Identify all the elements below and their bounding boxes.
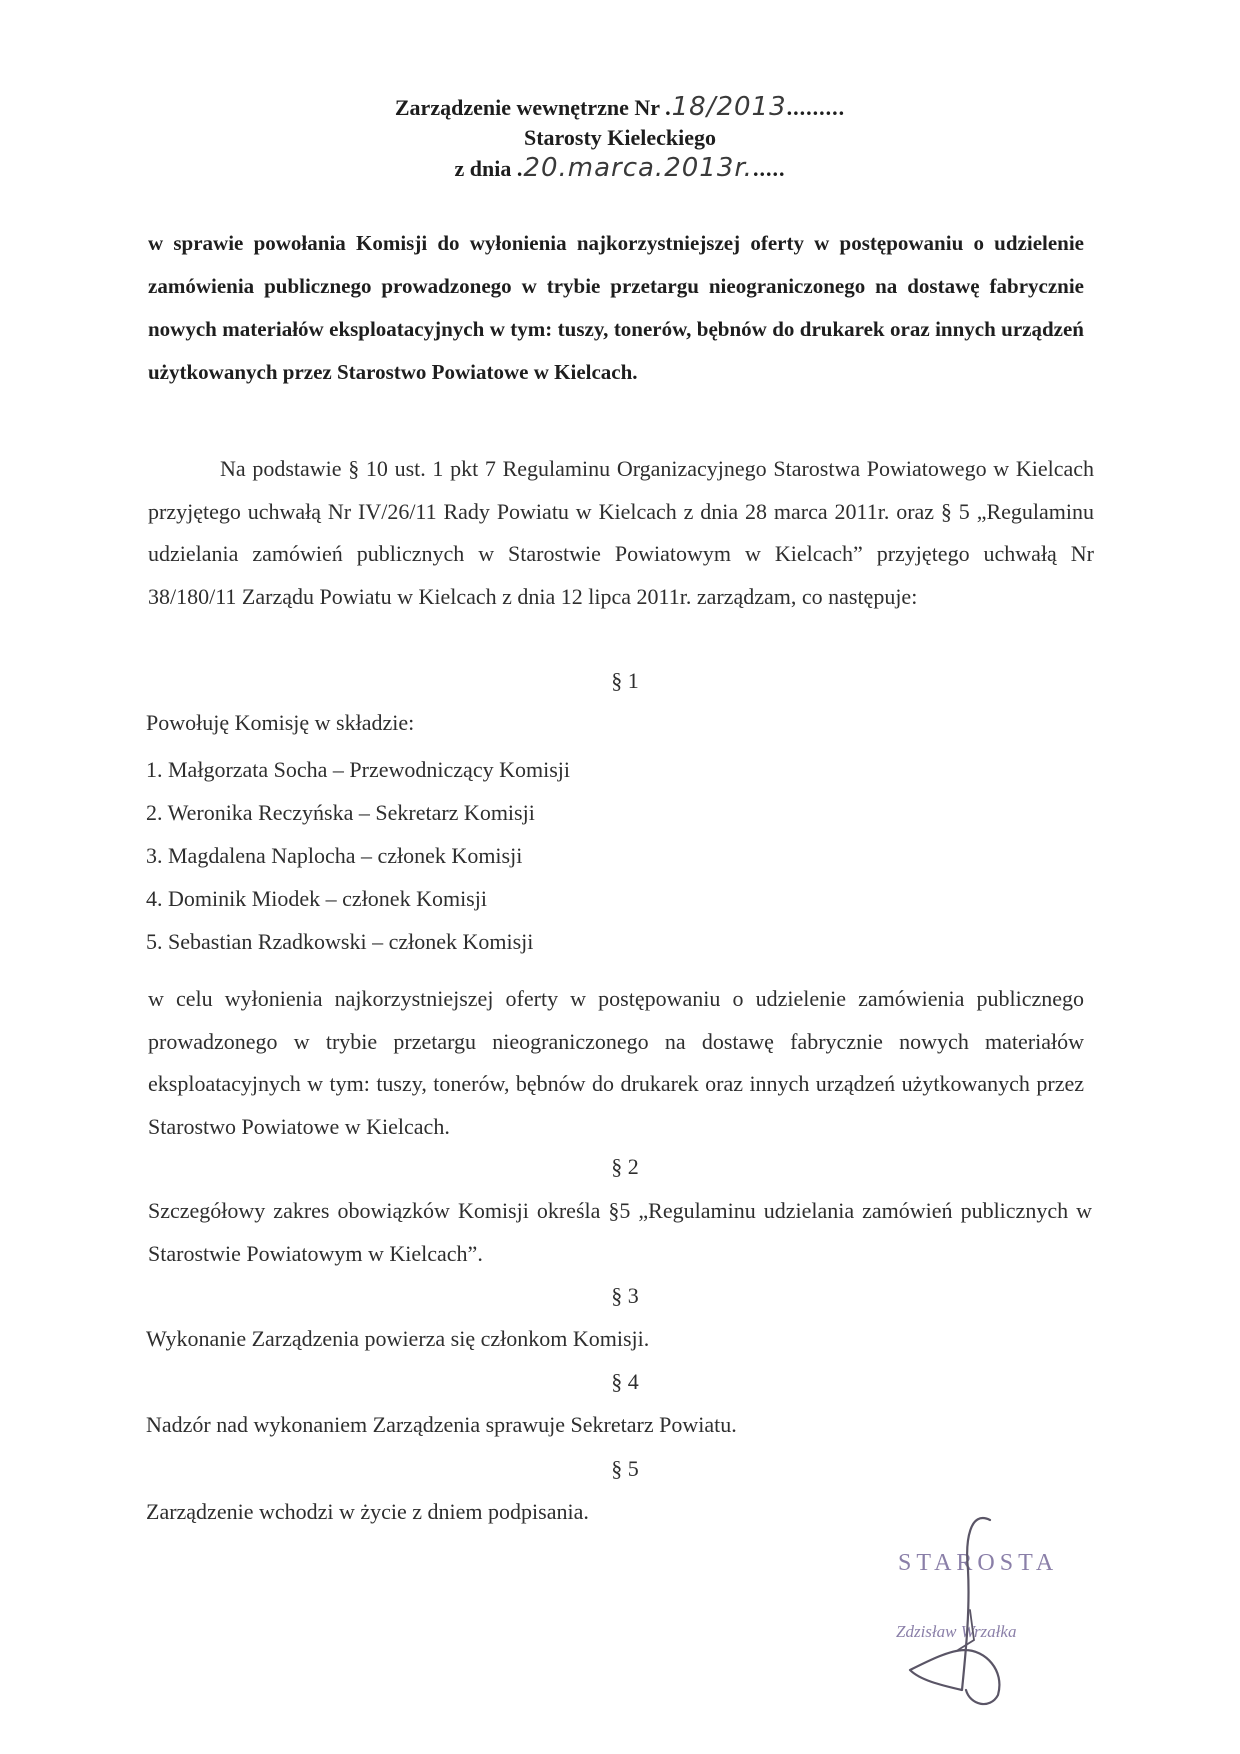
list-item: 3. Magdalena Naplocha – członek Komisji xyxy=(146,843,523,868)
list-item: 1. Małgorzata Socha – Przewodniczący Komisji xyxy=(146,757,570,782)
date-prefix: z dnia xyxy=(454,156,512,181)
dots-before-number: . xyxy=(665,95,672,120)
dots-after-date: ..... xyxy=(752,156,786,181)
dots-before-date: . xyxy=(516,156,524,181)
section-mark-3 xyxy=(0,1281,1240,1311)
title-line xyxy=(0,92,1240,123)
section-2-label: § 2 xyxy=(611,1154,639,1179)
committee-intro: Powołuję Komisję w składzie: xyxy=(146,710,415,735)
stamp-title: STAROSTA xyxy=(898,1550,1059,1576)
section-4-text: Nadzór nad wykonaniem Zarządzenia sprawuje Sekretarz Powiatu. xyxy=(146,1412,737,1437)
committee-member-list xyxy=(146,748,570,963)
document-subject: w sprawie powołania Komisji do wyłonienia najkorzystniejszej oferty w postępowaniu o udzielenie zamówienia publicznego prowadzonego w trybie przetargu nieograniczonego na dostawę fabrycznie nowych materiałów eksploatacyjnych w tym: tuszy, tonerów, bębnów do drukarek oraz innych urządzeń użytkowanych przez Starostwo Powiatowe w Kielcach. xyxy=(148,231,1084,384)
section-3-label: § 3 xyxy=(611,1283,639,1308)
preamble-paragraph: Na podstawie § 10 ust. 1 pkt 7 Regulaminu Organizacyjnego Starostwa Powiatowego w Kielcach przyjętego uchwałą Nr IV/26/11 Rady Powiatu w Kielcach z dnia 28 marca 2011r. oraz § 5 „Regulaminu udzielania zamówień publicznych w Starostwie Powiatowym w Kielcach” przyjętego uchwałą Nr 38/180/11 Zarządu Powiatu w Kielcach z dnia 12 lipca 2011r. zarządzam, co następuje: xyxy=(148,456,1094,609)
starosta-stamp xyxy=(870,1500,1090,1720)
date-line xyxy=(0,153,1240,184)
section-mark-5 xyxy=(0,1454,1240,1484)
authority-line: Starosty Kieleckiego xyxy=(523,125,717,150)
handwritten-signature-icon xyxy=(870,1500,1090,1720)
dots-after-number: ......... xyxy=(786,95,846,120)
committee-purpose-paragraph: w celu wyłonienia najkorzystniejszej oferty w postępowaniu o udzielenie zamówienia publicznego prowadzonego w trybie przetargu nieograniczonego na dostawę fabrycznie nowych materiałów eksploatacyjnych w tym: tuszy, tonerów, bębnów do drukarek oraz innych urządzeń użytkowanych przez Starostwo Powiatowe w Kielcach. xyxy=(148,986,1084,1139)
section-2-text: Szczegółowy zakres obowiązków Komisji określa §5 „Regulaminu udzielania zamówień publicznych w Starostwie Powiatowym w Kielcach”. xyxy=(148,1198,1092,1266)
list-item: 5. Sebastian Rzadkowski – członek Komisji xyxy=(146,929,534,954)
section-5-text: Zarządzenie wchodzi w życie z dniem podpisania. xyxy=(146,1499,589,1524)
list-item: 2. Weronika Reczyńska – Sekretarz Komisji xyxy=(146,800,535,825)
section-mark-1 xyxy=(0,666,1240,696)
section-4-label: § 4 xyxy=(611,1369,639,1394)
list-item: 4. Dominik Miodek – członek Komisji xyxy=(146,886,487,911)
handwritten-date: 20.marca.2013r. xyxy=(523,153,753,183)
document-header xyxy=(0,92,1240,184)
section-1-label: § 1 xyxy=(611,668,639,693)
title-prefix: Zarządzenie wewnętrzne Nr xyxy=(394,95,660,120)
section-3-text: Wykonanie Zarządzenia powierza się członkom Komisji. xyxy=(146,1326,650,1351)
handwritten-number: 18/2013 xyxy=(671,92,787,122)
section-mark-2 xyxy=(0,1152,1240,1182)
section-mark-4 xyxy=(0,1367,1240,1397)
section-5-label: § 5 xyxy=(611,1456,639,1481)
stamp-name: Zdzisław Wrzałka xyxy=(896,1622,1017,1641)
